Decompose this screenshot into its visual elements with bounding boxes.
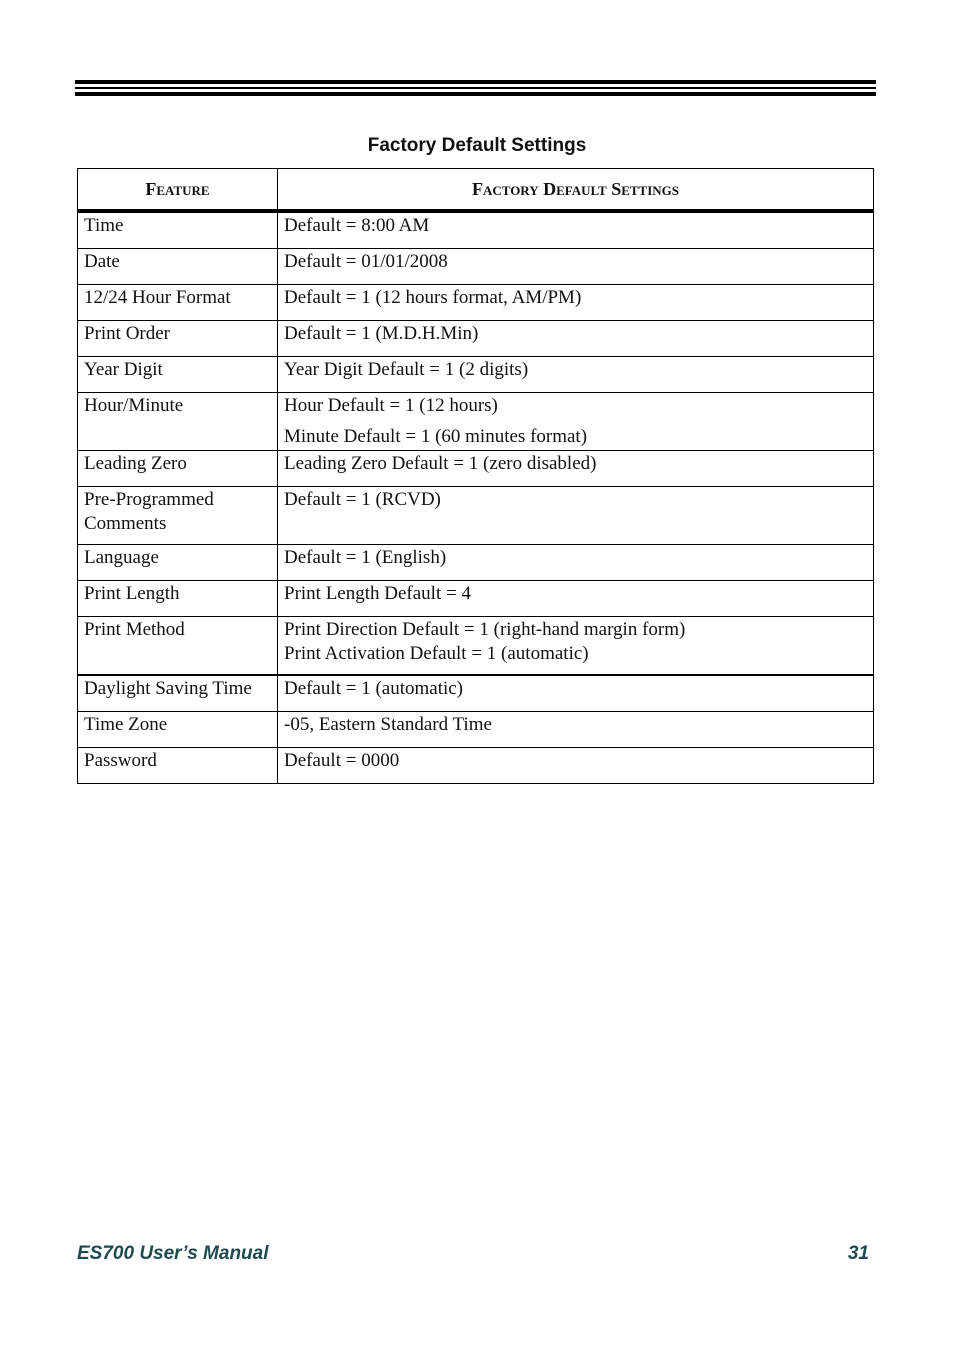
- table-row: [78, 617, 874, 676]
- default-line: Print Activation Default = 1 (automatic): [284, 643, 589, 664]
- factory-defaults-table: [77, 168, 874, 784]
- table-row: [78, 393, 874, 451]
- default-cell: [278, 357, 874, 393]
- feature-cell: Leading Zero: [78, 451, 278, 487]
- feature-cell: Pre-Programmed Comments: [78, 487, 278, 545]
- feature-cell: Password: [78, 748, 278, 784]
- default-line: Default = 1 (RCVD): [284, 489, 441, 510]
- default-cell: [278, 617, 874, 676]
- header-rule: [75, 87, 876, 89]
- default-cell: [278, 675, 874, 712]
- default-cell: [278, 285, 874, 321]
- feature-cell: Print Length: [78, 581, 278, 617]
- feature-cell: Hour/Minute: [78, 393, 278, 451]
- default-cell: [278, 211, 874, 249]
- table-row: [78, 675, 874, 712]
- default-cell: [278, 545, 874, 581]
- table-row: [78, 321, 874, 357]
- table-row: [78, 545, 874, 581]
- feature-cell: Print Order: [78, 321, 278, 357]
- table-row: [78, 285, 874, 321]
- default-line: Leading Zero Default = 1 (zero disabled): [284, 453, 597, 474]
- default-cell: [278, 451, 874, 487]
- default-line: Default = 1 (M.D.H.Min): [284, 323, 479, 344]
- default-cell: [278, 712, 874, 748]
- default-cell: [278, 487, 874, 545]
- footer-page-number: 31: [847, 1243, 869, 1264]
- feature-cell: 12/24 Hour Format: [78, 285, 278, 321]
- default-line: Minute Default = 1 (60 minutes format): [284, 426, 588, 447]
- column-header-feature: Feature: [78, 169, 278, 212]
- feature-cell: Year Digit: [78, 357, 278, 393]
- default-line: Print Length Default = 4: [284, 583, 471, 604]
- default-cell: [278, 748, 874, 784]
- table-header-row: [78, 169, 874, 212]
- feature-cell: Daylight Saving Time: [78, 675, 278, 712]
- table-row: [78, 581, 874, 617]
- feature-cell: Date: [78, 249, 278, 285]
- default-line: Default = 1 (12 hours format, AM/PM): [284, 287, 582, 308]
- default-line: -05, Eastern Standard Time: [284, 714, 492, 735]
- default-line: Default = 8:00 AM: [284, 215, 430, 236]
- default-line: Default = 1 (English): [284, 547, 447, 568]
- default-cell: [278, 393, 874, 451]
- default-line: Default = 1 (automatic): [284, 678, 464, 699]
- feature-cell: Language: [78, 545, 278, 581]
- header-rule: [75, 92, 876, 96]
- default-line: Default = 01/01/2008: [284, 251, 448, 272]
- column-header-defaults: Factory Default Settings: [278, 169, 874, 212]
- table-row: [78, 451, 874, 487]
- table-row: [78, 712, 874, 748]
- table-row: [78, 748, 874, 784]
- default-line: Year Digit Default = 1 (2 digits): [284, 359, 529, 380]
- table-row: [78, 211, 874, 249]
- feature-cell: Time Zone: [78, 712, 278, 748]
- default-line: Hour Default = 1 (12 hours): [284, 395, 498, 416]
- feature-cell: Print Method: [78, 617, 278, 676]
- default-cell: [278, 321, 874, 357]
- default-cell: [278, 581, 874, 617]
- default-cell: [278, 249, 874, 285]
- footer-manual-title: ES700 User’s Manual: [77, 1243, 269, 1264]
- table-caption: Factory Default Settings: [367, 135, 587, 156]
- header-rule: [75, 80, 876, 84]
- feature-cell: Time: [78, 211, 278, 249]
- default-line: Default = 0000: [284, 750, 400, 771]
- table-row: [78, 357, 874, 393]
- table-row: [78, 249, 874, 285]
- table-row: [78, 487, 874, 545]
- default-line: Print Direction Default = 1 (right-hand margin form): [284, 619, 686, 640]
